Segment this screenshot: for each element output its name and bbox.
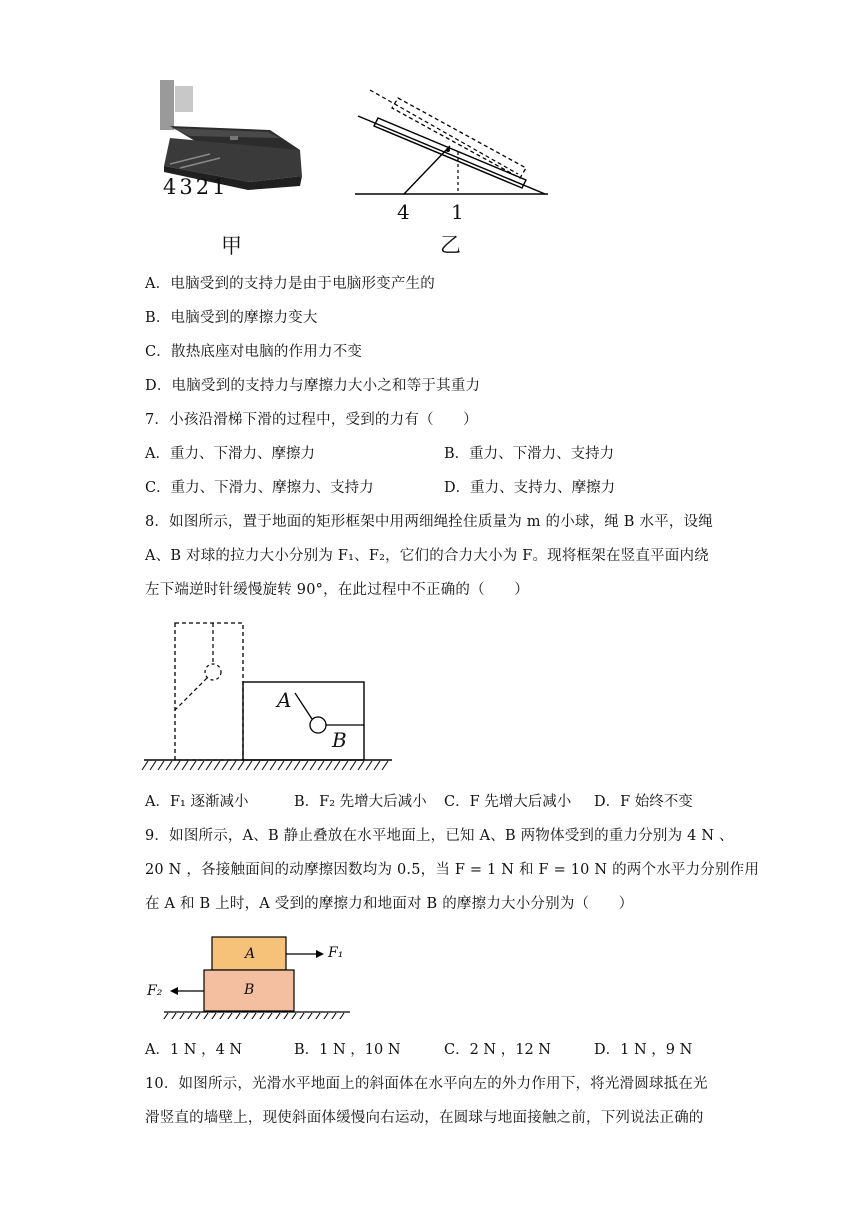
q6-option-a: A．电脑受到的支持力是由于电脑形变产生的 xyxy=(145,276,435,292)
q8-stem-line2: A、B 对球的拉力大小分别为 F₁、F₂，它们的合力大小为 F。现将框架在竖直平面内绕 xyxy=(145,548,709,564)
q9-fig-label-f2: F₂ xyxy=(147,983,163,999)
q9-stem-line2: 20 N ，各接触面间的动摩擦因数均为 0.5，当 F = 1 N 和 F = 10 N 的两个水平力分别作用 xyxy=(145,862,760,878)
yi-label-1: 1 xyxy=(451,200,464,224)
q6-option-c: C．散热底座对电脑的作用力不变 xyxy=(145,344,363,360)
q8-option-a: A．F₁ 逐渐减小 xyxy=(145,794,249,810)
q7-stem: 7．小孩沿滑梯下滑的过程中，受到的力有（ ） xyxy=(145,412,478,428)
q7-option-d: D．重力、支持力、摩擦力 xyxy=(444,480,616,496)
q9-fig-label-f1: F₁ xyxy=(328,945,344,961)
q9-stem-line1: 9．如图所示，A、B 静止叠放在水平地面上，已知 A、B 两物体受到的重力分别为 4 N 、 xyxy=(145,828,734,844)
q6-option-b: B．电脑受到的摩擦力变大 xyxy=(145,310,318,326)
q10-stem-line2: 滑竖直的墙壁上，现使斜面体缓慢向右运动，在圆球与地面接触之前，下列说法正确的 xyxy=(145,1110,704,1126)
stacked-blocks-diagram xyxy=(140,930,370,1022)
caption-jia: 甲 xyxy=(221,234,242,258)
q9-fig-label-b: B xyxy=(244,982,255,998)
jia-level-digits: 4321 xyxy=(163,175,229,199)
q9-option-d: D．1 N ，9 N xyxy=(594,1042,693,1058)
q9-fig-label-a: A xyxy=(245,946,256,962)
q8-fig-label-b: B xyxy=(332,728,347,752)
q9-option-a: A．1 N ，4 N xyxy=(145,1042,243,1058)
q9-option-b: B．1 N ，10 N xyxy=(294,1042,401,1058)
q8-stem-line3: 左下端逆时针缓慢旋转 90°，在此过程中不正确的（ ） xyxy=(145,582,529,598)
caption-yi: 乙 xyxy=(440,233,461,257)
q9-stem-line3: 在 A 和 B 上时，A 受到的摩擦力和地面对 B 的摩擦力大小分别为（ ） xyxy=(145,896,634,912)
frame-rotation-diagram xyxy=(140,618,400,776)
q8-option-c: C．F 先增大后减小 xyxy=(444,794,572,810)
q6-option-d: D．电脑受到的支持力与摩擦力大小之和等于其重力 xyxy=(145,378,481,394)
q7-option-c: C．重力、下滑力、摩擦力、支持力 xyxy=(145,480,374,496)
q8-option-b: B．F₂ 先增大后减小 xyxy=(294,794,427,810)
q9-option-c: C．2 N ，12 N xyxy=(444,1042,551,1058)
q10-stem-line1: 10．如图所示，光滑水平地面上的斜面体在水平向左的外力作用下，将光滑圆球抵在光 xyxy=(145,1076,708,1092)
q8-option-d: D．F 始终不变 xyxy=(594,794,693,810)
q8-fig-label-a: A xyxy=(277,688,292,712)
q7-option-a: A．重力、下滑力、摩擦力 xyxy=(145,446,315,462)
q8-stem-line1: 8．如图所示，置于地面的矩形框架中用两细绳拴住质量为 m 的小球，绳 B 水平，设绳 xyxy=(145,514,713,530)
yi-label-4: 4 xyxy=(397,200,410,224)
q7-option-b: B．重力、下滑力、支持力 xyxy=(444,446,615,462)
stand-schematic-diagram xyxy=(340,80,560,205)
